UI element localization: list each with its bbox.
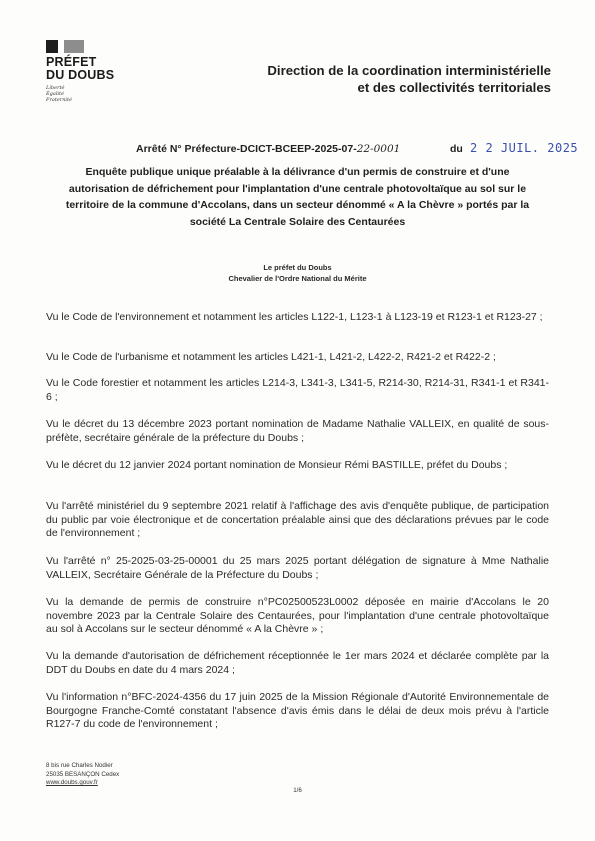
visa-item: Vu l'arrêté ministériel du 9 septembre 2021 relatif à l'affichage des avis d'enquête publique, de participation du public par voie électronique et de concertation préalable ainsi que des déclarations prévues par le code de l'environnement ; <box>46 500 549 539</box>
visa-item: Vu la demande de permis de construire n°PC02500523L0002 déposée en mairie d'Accolans le 20 novembre 2023 par la Centrale Solaire des Centaurées, pour l'implantation d'une centrale photovoltaïque au sol à Accolans sur le secteur dénommé « A la Chèvre » ; <box>46 596 549 635</box>
direction-line2: et des collectivités territoriales <box>357 80 551 95</box>
visa-item: Vu le Code de l'urbanisme et notamment les articles L421-1, L421-2, L422-2, R421-2 et R422-2 ; <box>46 351 496 363</box>
arrete-number <box>136 143 400 155</box>
direction-line1: Direction de la coordination interministérielle <box>267 63 551 78</box>
logo-motto <box>46 85 126 103</box>
arrete-object: Enquête publique unique préalable à la délivrance d'un permis de construire et d'une autorisation de défrichement pour l'implantation d'une centrale photovoltaïque au sol sur le territoire de la commune d'Accolans, dans un secteur dénommé « A la Chèvre » portés par la société La Centrale Solaire des Centaurées <box>65 166 530 228</box>
visa-item: Vu le Code de l'environnement et notamment les articles L122-1, L123-1 à L123-19 et R123-1 et R123-27 ; <box>46 311 543 323</box>
visa-item: Vu le décret du 12 janvier 2024 portant nomination de Monsieur Rémi BASTILLE, préfet du Doubs ; <box>46 459 508 471</box>
logo-title-line1: PRÉFET <box>46 55 97 69</box>
prefet-title-line1: Le préfet du Doubs <box>263 263 332 272</box>
footer-street: 8 bis rue Charles Nodier <box>46 762 113 769</box>
prefet-title-line2: Chevalier de l'Ordre National du Mérite <box>228 274 367 283</box>
prefet-title <box>0 262 595 284</box>
visa-item: Vu la demande d'autorisation de défrichement réceptionnée le 1er mars 2024 et déclarée complète par la DDT du Doubs en date du 4 mars 2024 ; <box>46 650 549 676</box>
footer-city: 25035 BESANÇON Cedex <box>46 770 120 778</box>
arrete-du-label: du <box>450 143 463 155</box>
page-number: 1/6 <box>293 787 302 794</box>
arrete-date-stamp: 2 2 JUIL. 2025 <box>470 141 579 155</box>
motto-fraternite: Fraternité <box>46 97 72 103</box>
logo-title-line2: DU DOUBS <box>46 68 115 82</box>
visa-item: Vu l'arrêté n° 25-2025-03-25-00001 du 25 mars 2025 portant délégation de signature à Mme Nathalie VALLEIX, Secrétaire Générale de la Préfecture du Doubs ; <box>46 555 549 581</box>
arrete-number-prefix: Arrêté N° Préfecture-DCICT-BCEEP-2025-07- <box>136 143 357 155</box>
motto-egalite: Égalité <box>46 91 64 97</box>
visa-item: Vu l'information n°BFC-2024-4356 du 17 juin 2025 de la Mission Régionale d'Autorité Environnementale de Bourgogne Franche-Comté constatant l'absence d'avis émis dans le délai de deux mois prévu à l'article R127-7 du code de l'environnement ; <box>46 691 549 730</box>
prefet-logo <box>46 40 126 103</box>
footer-address <box>46 762 119 788</box>
motto-liberte: Liberté <box>46 85 65 91</box>
marianne-emblem-icon <box>46 40 126 53</box>
visa-item: Vu le décret du 13 décembre 2023 portant nomination de Madame Nathalie VALLEIX, en qualité de sous-préfète, secrétaire générale de la préfecture du Doubs ; <box>46 418 549 444</box>
arrete-number-handwritten: 22-0001 <box>356 143 401 155</box>
visa-item: Vu le Code forestier et notamment les articles L214-3, L341-3, L341-5, R214-30, R214-31, R341-1 et R341-6 ; <box>46 377 549 403</box>
footer-website-link[interactable]: www.doubs.gouv.fr <box>46 779 98 786</box>
issuing-direction <box>267 62 551 96</box>
